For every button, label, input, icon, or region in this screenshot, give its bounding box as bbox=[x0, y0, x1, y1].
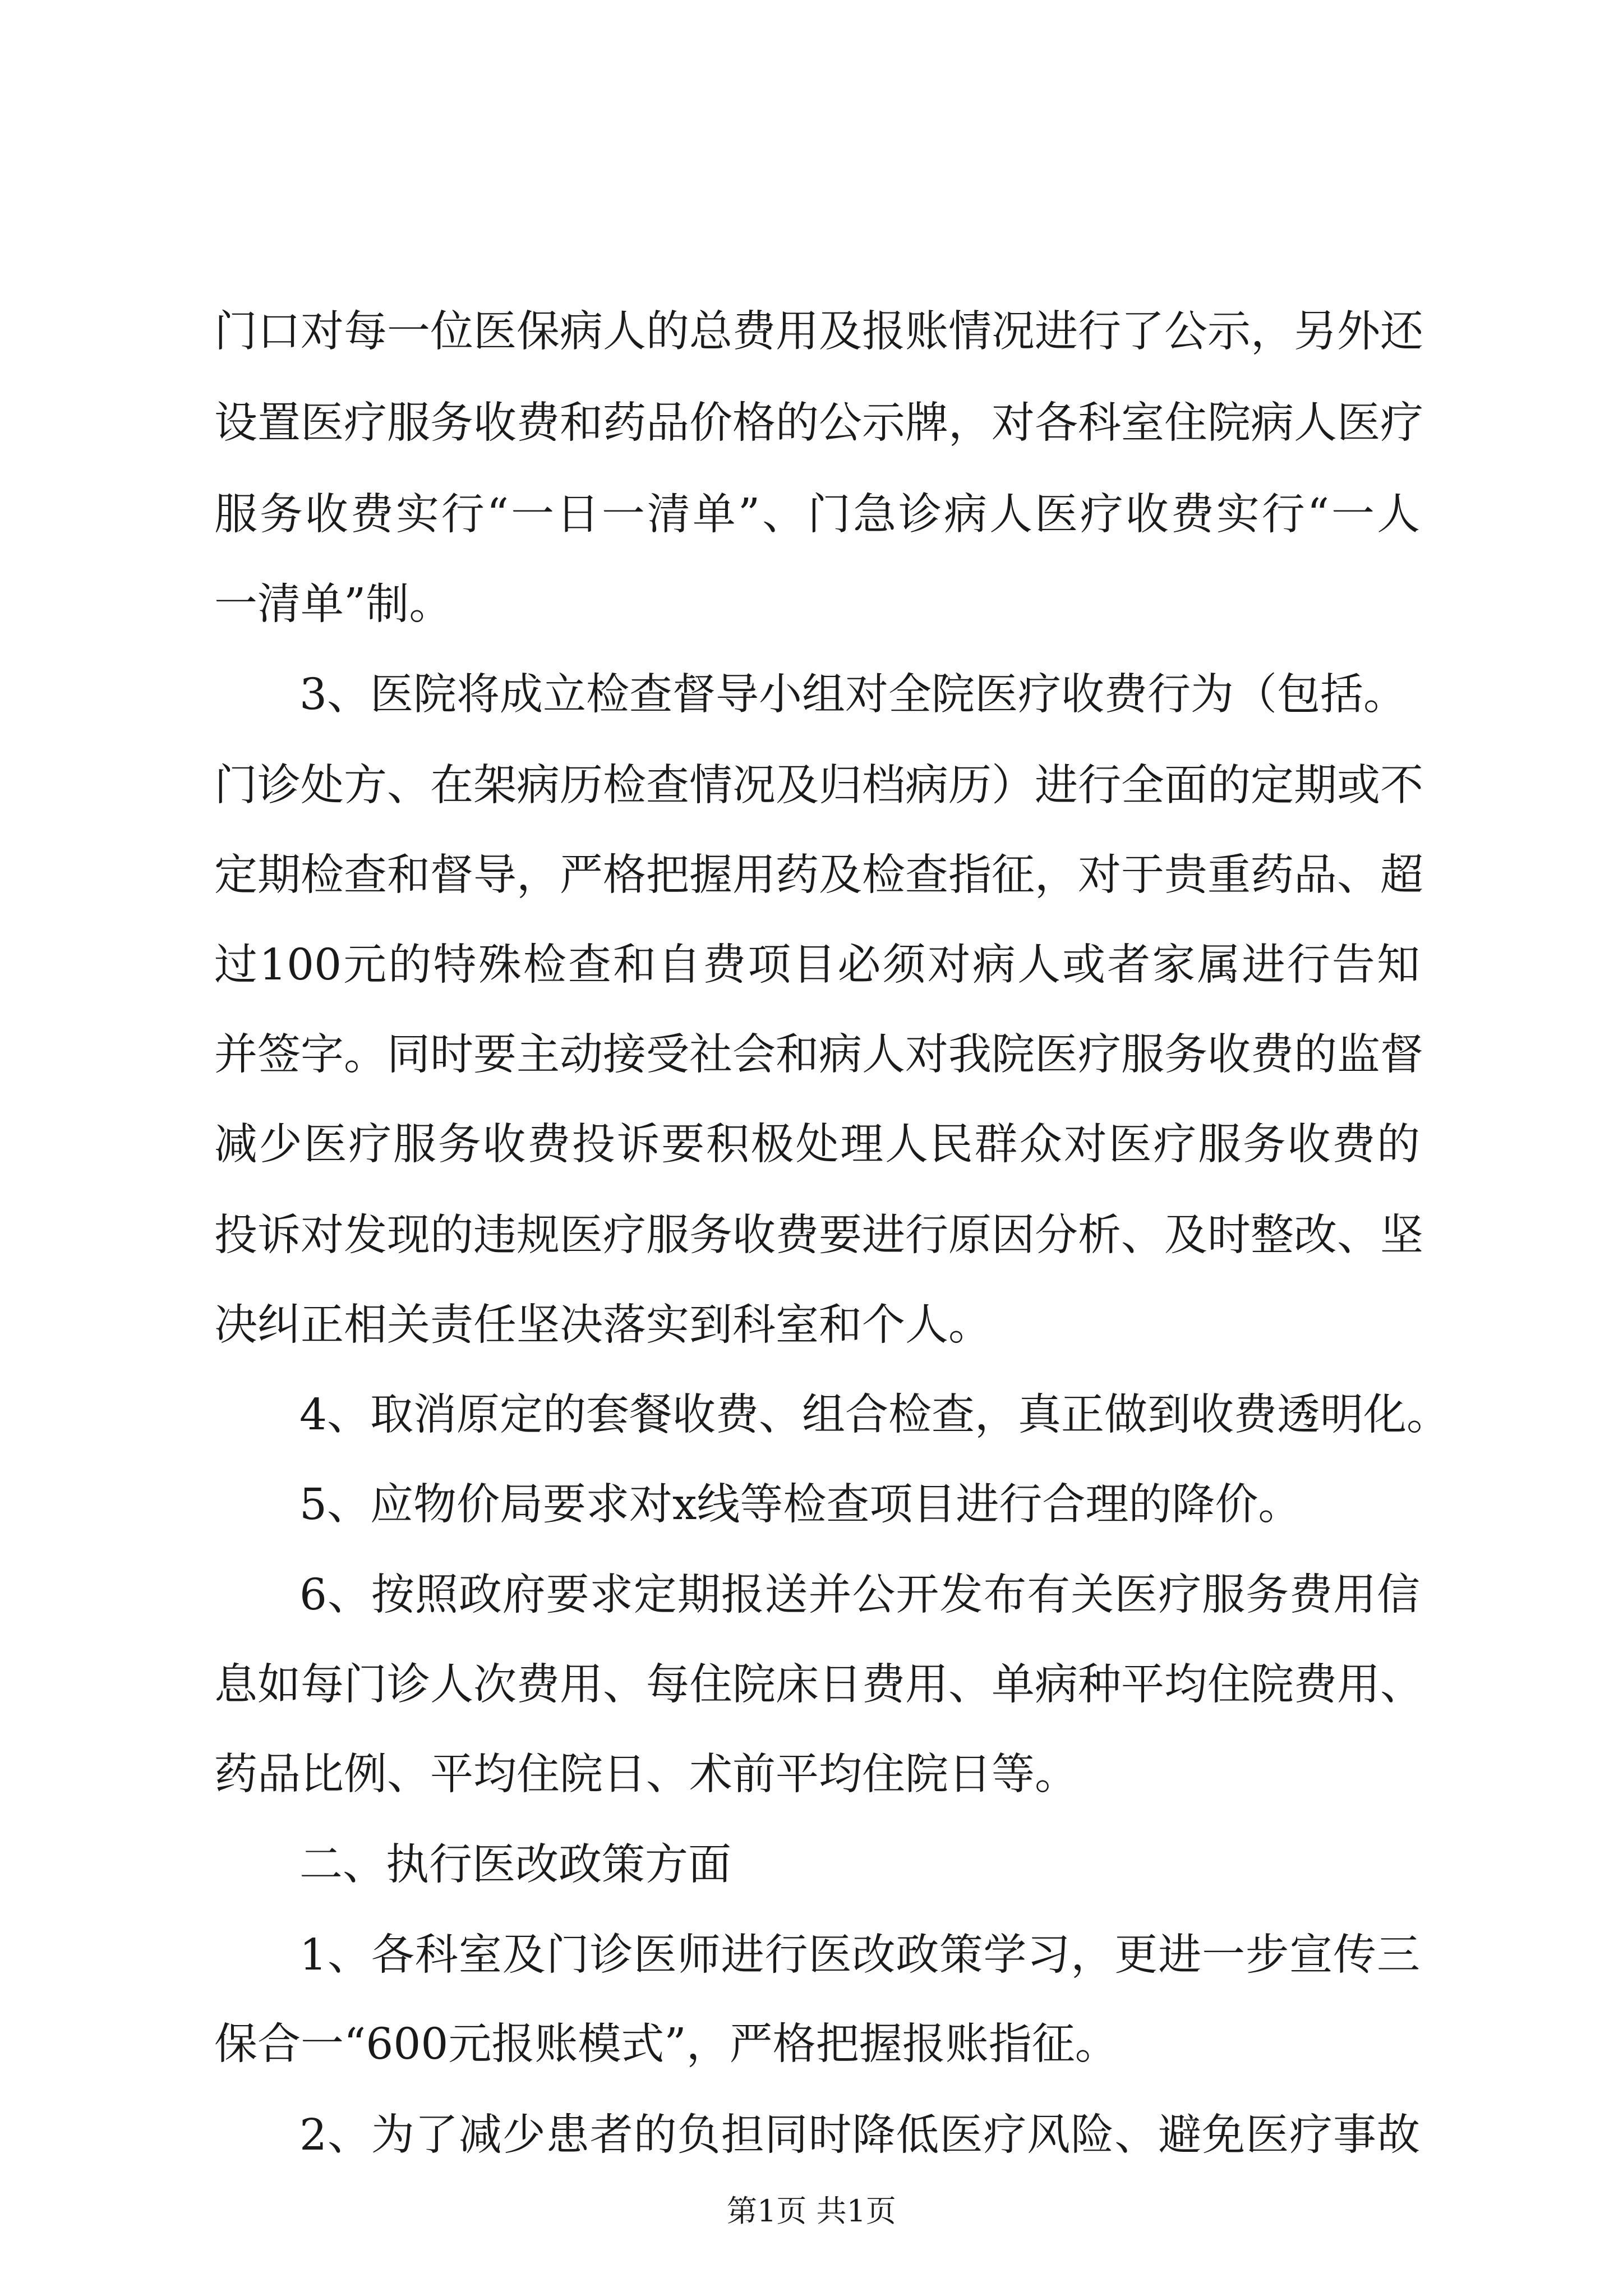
paragraph-line: 息如每门诊人次费用、每住院床日费用、单病种平均住院费用、 bbox=[214, 1660, 1423, 1710]
paragraph-line: 一清单”制。 bbox=[214, 579, 453, 629]
paragraph-line: 6、按照政府要求定期报送并公开发布有关医疗服务费用信 bbox=[299, 1570, 1420, 1620]
paragraph-line: 服务收费实行“一日一清单”、门急诊病人医疗收费实行“一人 bbox=[214, 490, 1420, 540]
paragraph-line: 门口对每一位医保病人的总费用及报账情况进行了公示，另外还 bbox=[214, 307, 1423, 357]
paragraph-line: 4、取消原定的套餐收费、组合检查，真正做到收费透明化。 bbox=[299, 1390, 1450, 1440]
paragraph-line: 5、应物价局要求对x线等检查项目进行合理的降价。 bbox=[299, 1480, 1302, 1530]
paragraph-line: 过100元的特殊检查和自费项目必须对病人或者家属进行告知 bbox=[214, 940, 1420, 990]
paragraph-line: 药品比例、平均住院日、术前平均住院日等。 bbox=[214, 1750, 1078, 1800]
paragraph-line: 投诉对发现的违规医疗服务收费要进行原因分析、及时整改、坚 bbox=[214, 1211, 1423, 1260]
paragraph-line: 并签字。同时要主动接受社会和病人对我院医疗服务收费的监督 bbox=[214, 1030, 1423, 1080]
page-footer: 第1页 共1页 bbox=[727, 2193, 896, 2229]
paragraph-line: 设置医疗服务收费和药品价格的公示牌，对各科室住院病人医疗 bbox=[214, 398, 1423, 448]
paragraph-line: 1、各科室及门诊医师进行医改政策学习，更进一步宣传三 bbox=[299, 1930, 1420, 1980]
paragraph-line: 2、为了减少患者的负担同时降低医疗风险、避免医疗事故 bbox=[299, 2110, 1420, 2160]
paragraph-line: 定期检查和督导，严格把握用药及检查指征，对于贵重药品、超 bbox=[214, 850, 1423, 900]
paragraph-line: 减少医疗服务收费投诉要积极处理人民群众对医疗服务收费的 bbox=[214, 1120, 1420, 1170]
paragraph-line: 3、医院将成立检查督导小组对全院医疗收费行为（包括。 bbox=[299, 670, 1407, 720]
paragraph-line: 保合一“600元报账模式”，严格把握报账指征。 bbox=[214, 2019, 1118, 2069]
paragraph-line: 门诊处方、在架病历检查情况及归档病历）进行全面的定期或不 bbox=[214, 761, 1423, 811]
section-heading: 二、执行医改政策方面 bbox=[299, 1840, 731, 1890]
paragraph-line: 决纠正相关责任坚决落实到科室和个人。 bbox=[214, 1300, 992, 1350]
